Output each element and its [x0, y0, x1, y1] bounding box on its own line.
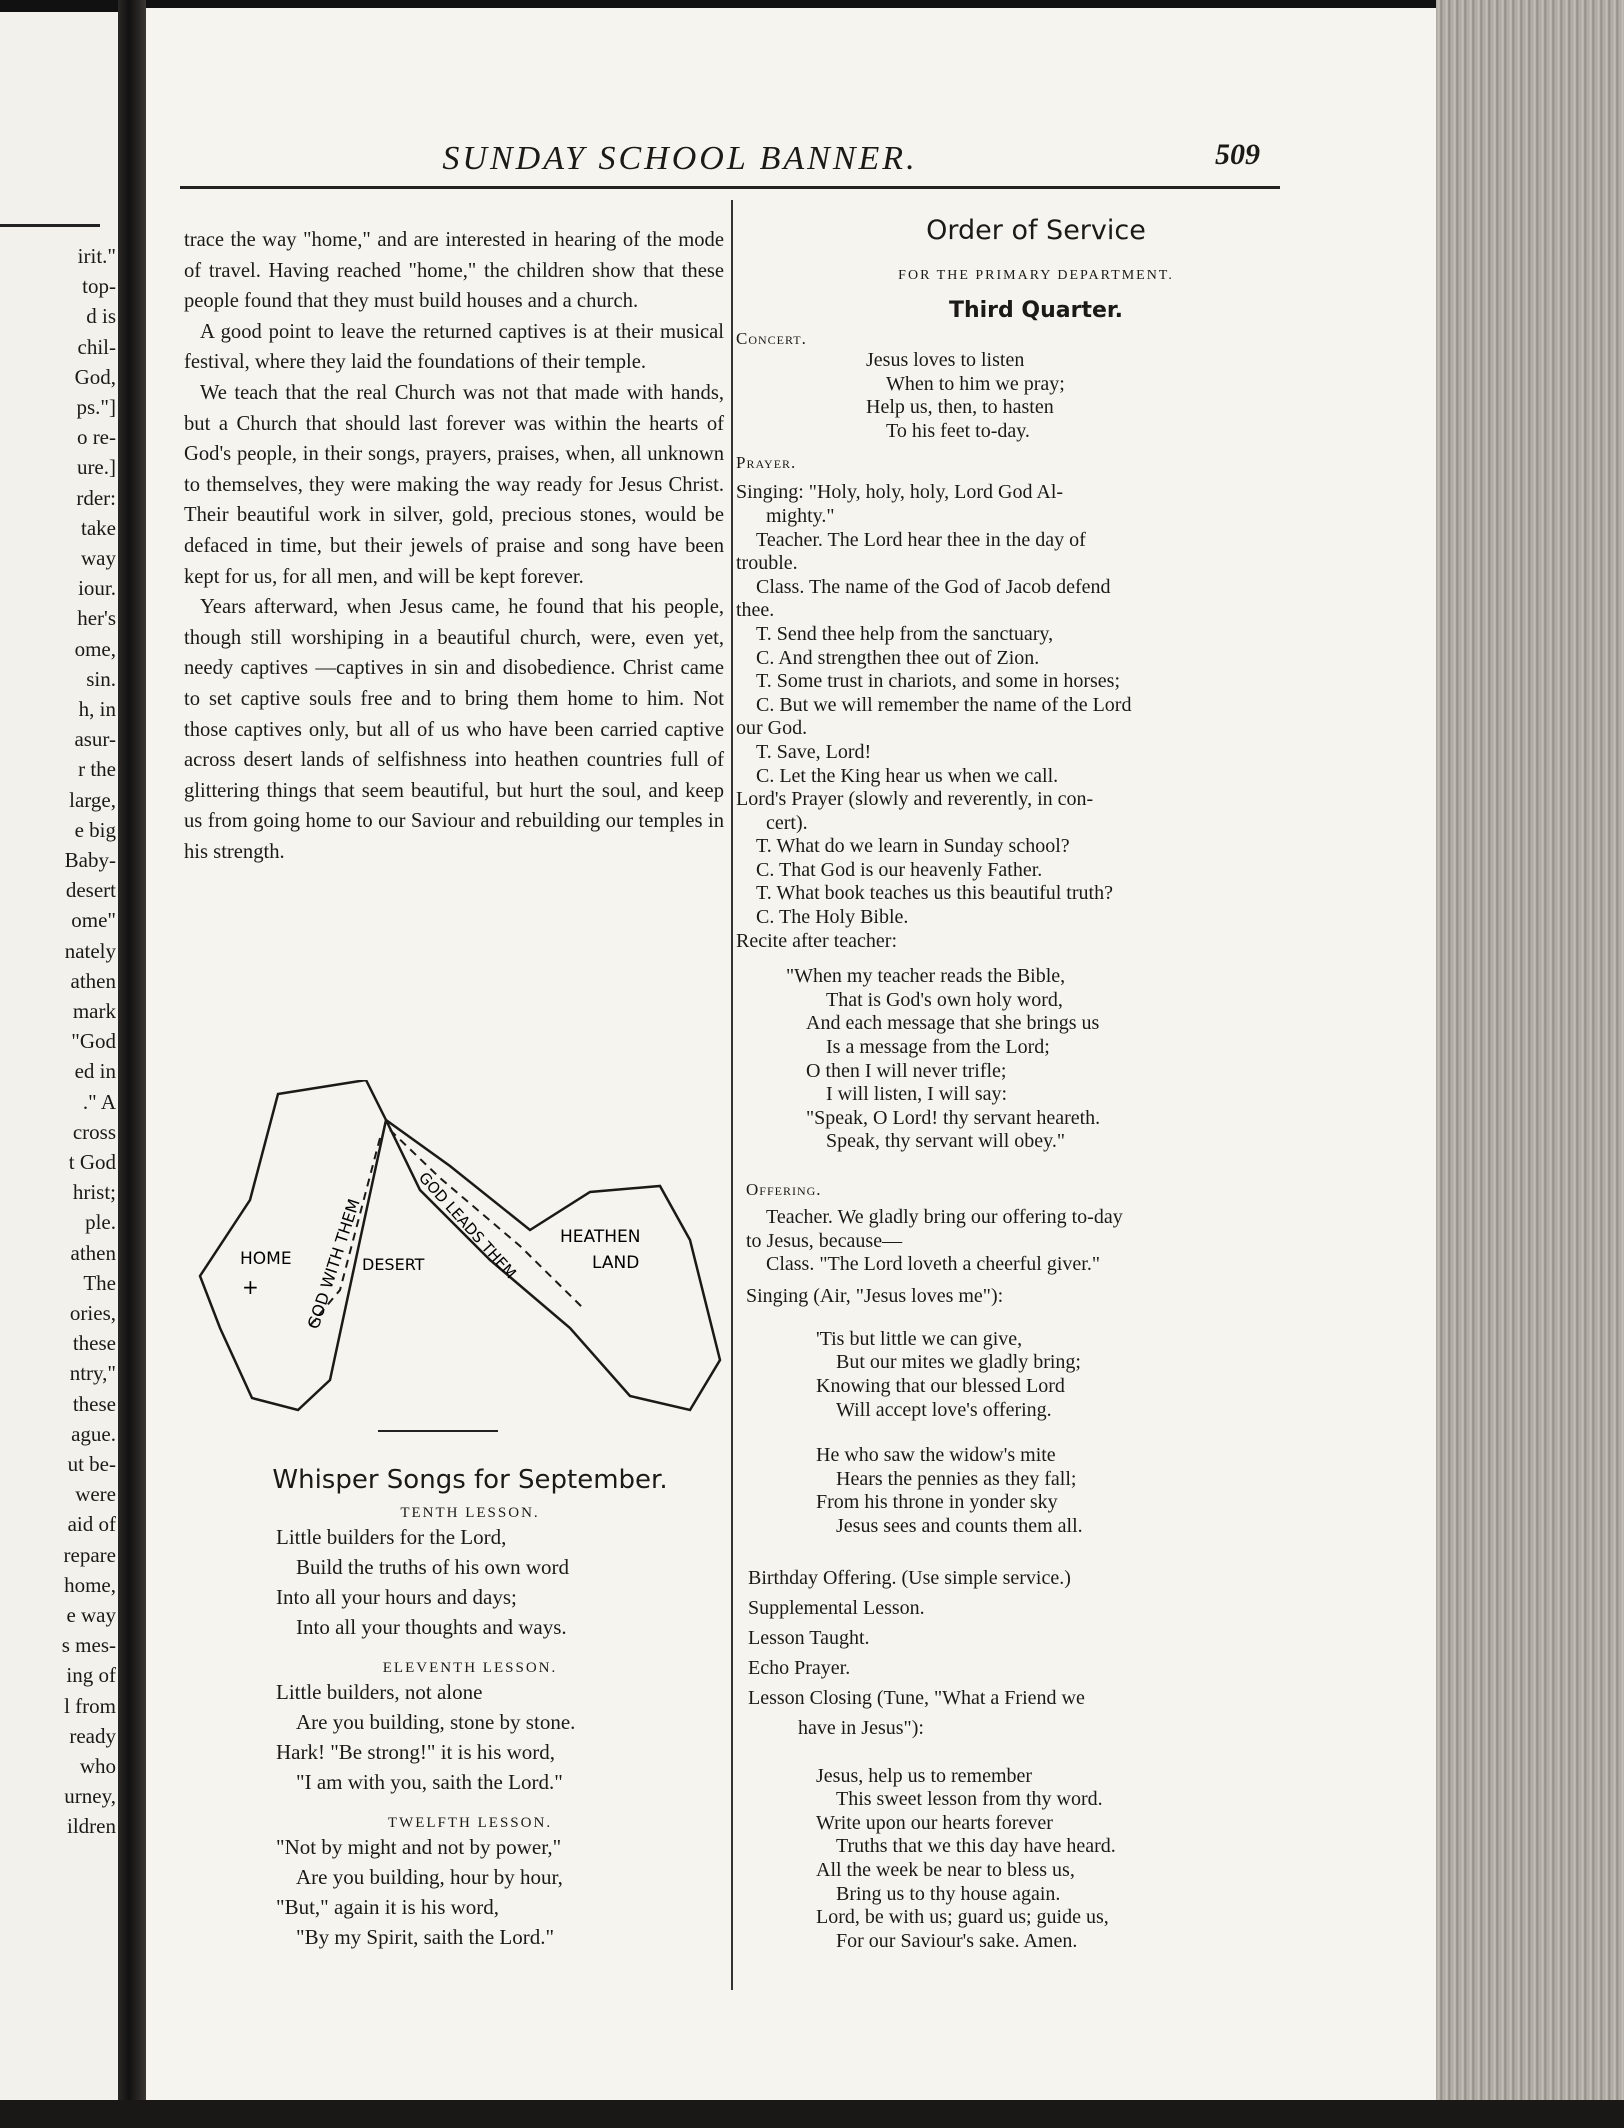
facing-page-text: ps."]: [76, 395, 116, 419]
offering-song-verse: [736, 1328, 1296, 1422]
facing-page-text: e big: [74, 817, 116, 842]
bottom-border: [0, 2100, 1624, 2128]
facing-page-text: ." A: [82, 1089, 116, 1114]
singing-heading: Singing (Air, "Jesus loves me"):: [746, 1284, 1004, 1307]
facing-page-text: irit.": [77, 244, 116, 268]
verse-line: Are you building, hour by hour,: [296, 1865, 563, 1889]
facing-page-text: way: [81, 546, 116, 570]
home-label: HOME: [240, 1249, 292, 1269]
facing-page-text: ed in: [74, 1059, 116, 1084]
verse-line: To his feet to-day.: [886, 419, 1030, 442]
verse-line: trouble.: [736, 552, 798, 575]
verse-line: cert).: [766, 811, 808, 834]
verse-line: Recite after teacher:: [736, 929, 897, 952]
verse-line: C. The Holy Bible.: [756, 906, 909, 929]
header-rule: [180, 186, 1280, 189]
verse-line: Lord's Prayer (slowly and reverently, in con-: [736, 788, 1094, 811]
verse-line: Build the truths of his own word: [296, 1555, 569, 1579]
closing-items: [736, 1563, 1296, 1743]
verse-line: Knowing that our blessed Lord: [816, 1374, 1065, 1397]
verse-line: Write upon our hearts forever: [816, 1811, 1053, 1834]
verse-line: T. Save, Lord!: [756, 740, 872, 763]
facing-page-text: l from: [64, 1693, 116, 1718]
verse-line: Jesus, help us to remember: [816, 1764, 1033, 1787]
facing-page-text: aid of: [67, 1512, 116, 1537]
facing-page-text: take: [81, 515, 116, 540]
offering-song-verse: [736, 1444, 1296, 1538]
facing-page-text: hrist;: [72, 1180, 116, 1205]
book-gutter: [118, 0, 146, 2128]
facing-page-text: top-: [82, 274, 116, 299]
facing-page-text: God,: [74, 364, 116, 389]
facing-page-text: urney,: [64, 1784, 116, 1809]
column-rule: [731, 200, 733, 1990]
verse-line: Speak, thy servant will obey.": [826, 1130, 1066, 1153]
facing-page-text: ple.: [85, 1210, 116, 1235]
verse-line: All the week be near to bless us,: [816, 1858, 1075, 1881]
facing-page-text: sin.: [86, 666, 116, 691]
verse-line: Lesson Taught.: [748, 1626, 870, 1649]
facing-page-text: The: [83, 1270, 116, 1295]
verse-line: "But," again it is his word,: [276, 1895, 500, 1919]
facing-page-text: ague.: [71, 1421, 116, 1446]
verse-line: When to him we pray;: [886, 372, 1065, 395]
verse-line: C. And strengthen thee out of Zion.: [756, 646, 1040, 669]
verse-line: Are you building, stone by stone.: [296, 1710, 576, 1734]
facing-page-text: these: [72, 1331, 116, 1356]
verse-line: our God.: [736, 717, 808, 740]
verse-line: Birthday Offering. (Use simple service.): [748, 1566, 1071, 1589]
god-with-them-label: GOD WITH THEM: [303, 1196, 364, 1332]
verse-line: "I am with you, saith the Lord.": [296, 1770, 563, 1794]
quarter-heading: Third Quarter.: [948, 298, 1124, 323]
facing-page-text: ut be-: [67, 1452, 116, 1476]
paragraph: We teach that the real Church was not that made with hands, but a Church that should last forever was within the hearts of God's people, in their songs, prayers, praises, when, all unknown to themselves, they were making the way ready for Jesus Christ. Their beautiful work in silver, gold, precious stones, would be defaced in time, but their jewels of praise and song have been kept for us, for all men, and will be kept forever.: [184, 381, 724, 588]
page-number: 509: [1215, 138, 1260, 171]
facing-page-text: ure.]: [76, 455, 116, 480]
facing-page-text: athen: [70, 968, 116, 993]
verse-line: Jesus sees and counts them all.: [836, 1514, 1083, 1537]
verse-line: thee.: [736, 599, 775, 622]
verse-line: Truths that we this day have heard.: [836, 1835, 1116, 1858]
verse-line: Bring us to thy house again.: [836, 1882, 1061, 1905]
facing-page-text: rder:: [76, 485, 116, 510]
verse-line: Little builders, not alone: [276, 1680, 483, 1704]
running-header: SUNDAY SCHOOL BANNER.: [442, 140, 918, 177]
facing-page-text: o re-: [76, 425, 116, 450]
facing-page-text: ome": [71, 908, 116, 933]
facing-page-text: were: [75, 1482, 116, 1507]
verse-line: C. That God is our heavenly Father.: [756, 858, 1043, 881]
facing-page-text: who: [79, 1754, 116, 1778]
whisper-songs: [220, 1505, 720, 1952]
facing-page-text: cross: [72, 1119, 116, 1144]
closing-song-verse: [736, 1765, 1296, 1954]
verse-line: Will accept love's offering.: [836, 1398, 1052, 1421]
verse-line: And each message that she brings us: [806, 1012, 1100, 1035]
facing-page-rule: [0, 224, 100, 227]
verse-line: to Jesus, because—: [746, 1229, 903, 1252]
god-leads-them-label: GOD LEADS THEM: [415, 1168, 520, 1283]
verse-line: C. Let the King hear us when we call.: [756, 764, 1059, 787]
left-column: [184, 225, 724, 867]
facing-page-text: iour.: [78, 576, 116, 601]
offering-response: [736, 1206, 1296, 1277]
facing-page-text: athen: [70, 1240, 116, 1265]
verse-line: T. Send thee help from the sanctuary,: [756, 622, 1054, 645]
verse-line: "By my Spirit, saith the Lord.": [296, 1925, 555, 1949]
verse-line: Hark! "Be strong!" it is his word,: [276, 1740, 556, 1764]
cross-mark: +: [242, 1275, 259, 1299]
verse-line: "When my teacher reads the Bible,: [786, 965, 1066, 988]
verse-line: T. What do we learn in Sunday school?: [756, 835, 1070, 858]
facing-page-text: large,: [69, 787, 116, 812]
verse-line: C. But we will remember the name of the Lord: [756, 693, 1132, 716]
facing-page-text: home,: [64, 1572, 116, 1597]
facing-page-text: e way: [66, 1603, 116, 1627]
facing-page-text: ories,: [69, 1301, 116, 1325]
verse-line: From his throne in yonder sky: [816, 1491, 1058, 1514]
verse-line: "Not by might and not by power,": [276, 1835, 562, 1859]
land-label: LAND: [592, 1253, 640, 1273]
facing-page-text: ready: [69, 1723, 116, 1748]
verse-line: "Speak, O Lord! thy servant heareth.: [806, 1106, 1101, 1129]
facing-page-fragment: [0, 12, 122, 2128]
right-column: [736, 215, 1296, 1953]
lesson-heading: ELEVENTH LESSON.: [382, 1660, 558, 1676]
lesson-heading: TENTH LESSON.: [400, 1505, 540, 1521]
verse-line: Little builders for the Lord,: [276, 1525, 507, 1549]
verse-line: T. Some trust in chariots, and some in horses;: [756, 670, 1121, 693]
facing-page-text: her's: [77, 606, 116, 631]
facing-page-text: h, in: [78, 697, 116, 721]
paragraph: Years afterward, when Jesus came, he found that his people, though still worshiping in a beautiful church, were, even yet, needy captives —captives in sin and disobedience. Christ came to set captive souls free and to bring them home to him. Not those captives only, but all of us who have been carried captive across desert lands of selfishness into heathen countries full of glittering things that seem beautiful, but hurt the soul, and keep us from going home to our Saviour and rebuilding our temples in his strength.: [184, 596, 724, 863]
verse-line: Echo Prayer.: [748, 1656, 851, 1679]
facing-page-text: r the: [78, 757, 116, 782]
verse-line: Into all your thoughts and ways.: [296, 1615, 567, 1639]
verse-line: Supplemental Lesson.: [748, 1596, 925, 1619]
whisper-songs-title: Whisper Songs for September.: [272, 1465, 668, 1495]
verse-line: For our Saviour's sake. Amen.: [836, 1929, 1078, 1952]
concert-verse: [736, 349, 1296, 443]
section-ornament: [378, 1430, 498, 1432]
facing-page-text: desert: [65, 878, 116, 903]
facing-page-text: d is: [86, 304, 116, 329]
page-edges: [1436, 0, 1624, 2128]
verse-line: That is God's own holy word,: [826, 988, 1063, 1011]
verse-line: I will listen, I will say:: [826, 1083, 1008, 1106]
responsive-reading: [736, 481, 1296, 953]
order-of-service-title: Order of Service: [926, 215, 1146, 246]
journey-map-diagram: [190, 1080, 730, 1450]
facing-page-text: ntry,": [69, 1361, 116, 1386]
home-land-outline: [200, 1080, 386, 1410]
verse-line: But our mites we gladly bring;: [836, 1351, 1081, 1374]
facing-page-text: ome,: [74, 636, 116, 661]
verse-line: This sweet lesson from thy word.: [836, 1788, 1103, 1811]
verse-line: Lord, be with us; guard us; guide us,: [816, 1906, 1109, 1929]
prayer-label: Prayer.: [736, 453, 797, 473]
verse-line: Hears the pennies as they fall;: [836, 1467, 1077, 1490]
verse-line: Class. The name of the God of Jacob defend: [756, 575, 1111, 598]
paragraph: trace the way "home," and are interested in hearing of the mode of travel. Having reached "home," the children show that these people found that they must build houses and a church.: [184, 229, 724, 313]
recite-verse: [736, 965, 1296, 1154]
verse-line: He who saw the widow's mite: [816, 1444, 1056, 1467]
department-subtitle: FOR THE PRIMARY DEPARTMENT.: [898, 268, 1174, 283]
verse-line: Is a message from the Lord;: [826, 1036, 1050, 1059]
facing-page-text: these: [72, 1391, 116, 1416]
verse-line: 'Tis but little we can give,: [816, 1327, 1023, 1350]
facing-page-text: asur-: [74, 727, 116, 752]
lesson-heading: TWELFTH LESSON.: [387, 1815, 553, 1831]
verse-line: Teacher. The Lord hear thee in the day of: [756, 528, 1086, 551]
verse-line: Class. "The Lord loveth a cheerful giver.": [766, 1253, 1101, 1276]
facing-page-text: ildren: [67, 1814, 116, 1839]
verse-line: Into all your hours and days;: [276, 1585, 517, 1609]
verse-line: mighty.": [766, 504, 835, 527]
verse-line: Singing: "Holy, holy, holy, Lord God Al-: [736, 481, 1064, 504]
verse-line: O then I will never trifle;: [806, 1059, 1007, 1082]
verse-line: T. What book teaches us this beautiful truth?: [756, 882, 1113, 905]
heathen-land-outline: [386, 1120, 720, 1410]
path-dashed-line: [390, 1130, 585, 1310]
verse-line: Jesus loves to listen: [866, 349, 1025, 371]
offering-label: Offering.: [746, 1180, 822, 1199]
facing-page-text: nately: [64, 938, 116, 963]
concert-label: Concert.: [736, 329, 807, 348]
desert-label: DESERT: [362, 1255, 425, 1274]
verse-line: Help us, then, to hasten: [866, 396, 1054, 419]
facing-page-text: chil-: [77, 334, 116, 359]
facing-page-text: t God: [68, 1150, 116, 1174]
verse-line: Teacher. We gladly bring our offering to-day: [766, 1206, 1123, 1228]
verse-line: have in Jesus"):: [798, 1716, 924, 1739]
heathen-label: HEATHEN: [560, 1227, 641, 1247]
paragraph: A good point to leave the returned captives is at their musical festival, where they laid the foundations of their temple.: [184, 320, 724, 374]
facing-page-text: s mes-: [61, 1633, 116, 1658]
facing-page-text: ing of: [66, 1663, 116, 1688]
facing-page-text: "God: [71, 1029, 116, 1054]
facing-page-text: repare: [63, 1542, 116, 1567]
facing-page-text: Baby-: [64, 848, 116, 872]
facing-page-text: mark: [72, 999, 116, 1023]
verse-line: Lesson Closing (Tune, "What a Friend we: [748, 1686, 1085, 1709]
